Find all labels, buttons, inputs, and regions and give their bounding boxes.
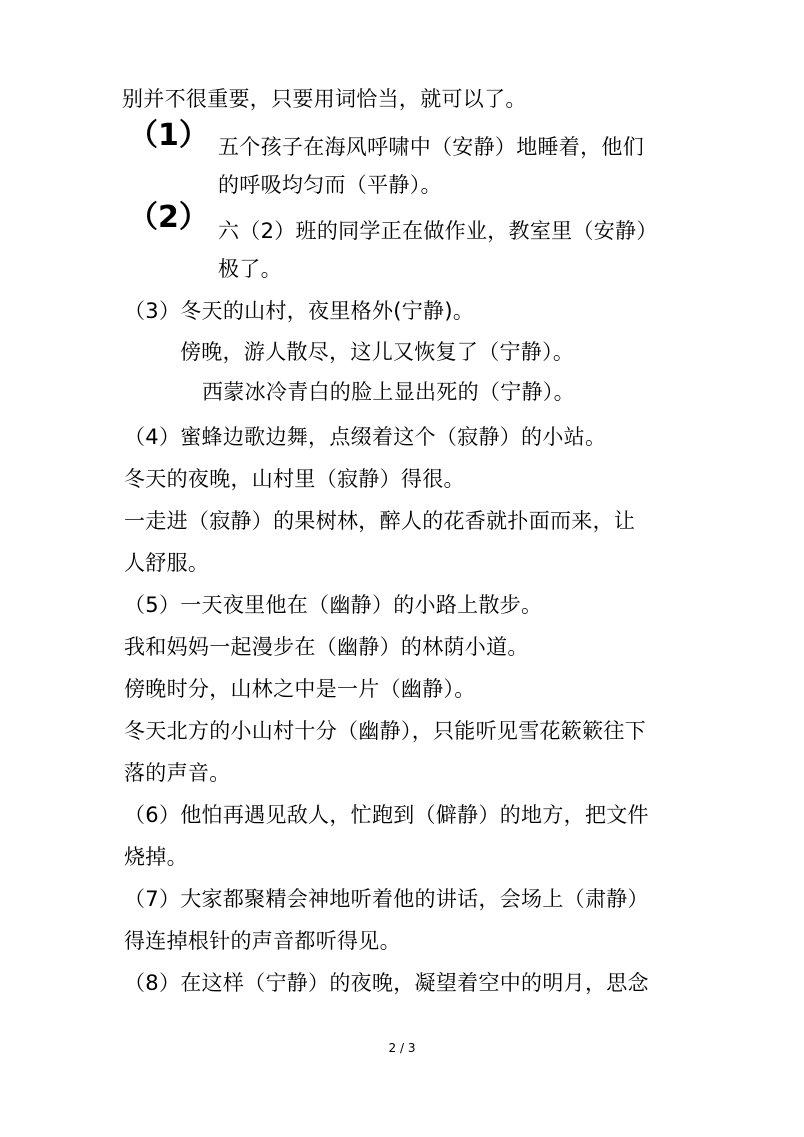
text-line: 别并不很重要，只要用词恰当，就可以了。 (122, 87, 527, 111)
text-line: 傍晚，游人散尽，这儿又恢复了（宁静）。 (180, 340, 575, 364)
text-line: 冬天的夜晚，山村里（寂静）得很。 (124, 467, 465, 491)
text-line: 落的声音。 (124, 761, 231, 785)
text-line: （6）他怕再遇见敌人，忙跑到（僻静）的地方，把文件 (124, 803, 649, 827)
text-line: （7）大家都聚精会神地听着他的讲话，会场上（肃静） (124, 887, 649, 911)
text-line: 傍晚时分，山林之中是一片（幽静）。 (124, 677, 476, 701)
text-line: 烧掉。 (124, 845, 188, 869)
item-marker-1: （1） (128, 118, 209, 153)
text-line: 的呼吸均匀而（平静）。 (218, 173, 442, 197)
text-line: 一走进（寂静）的果树林，醉人的花香就扑面而来，让 (124, 509, 636, 533)
page-number: 2 / 3 (388, 1041, 416, 1055)
text-line: 得连掉根针的声音都听得见。 (124, 929, 401, 953)
text-line: 五个孩子在海风呼啸中（安静）地睡着，他们 (218, 135, 644, 159)
text-line: 人舒服。 (124, 551, 210, 575)
text-line: （8）在这样（宁静）的夜晚，凝望着空中的明月，思念 (124, 971, 649, 995)
text-line: （3）冬天的山村，夜里格外(宁静)。 (124, 299, 475, 323)
text-line: 西蒙冰冷青白的脸上显出死的（宁静）。 (202, 380, 575, 404)
text-line: 极了。 (218, 257, 282, 281)
text-line: 六（2）班的同学正在做作业，教室里（安静） (218, 219, 658, 243)
text-line: （4）蜜蜂边歌边舞，点缀着这个（寂静）的小站。 (124, 425, 607, 449)
text-line: （5）一天夜里他在（幽静）的小路上散步。 (124, 593, 543, 617)
item-marker-2: （2） (128, 200, 209, 235)
text-line: 冬天北方的小山村十分（幽静），只能听见雪花簌簌往下 (124, 719, 646, 743)
text-line: 我和妈妈一起漫步在（幽静）的林荫小道。 (124, 635, 529, 659)
